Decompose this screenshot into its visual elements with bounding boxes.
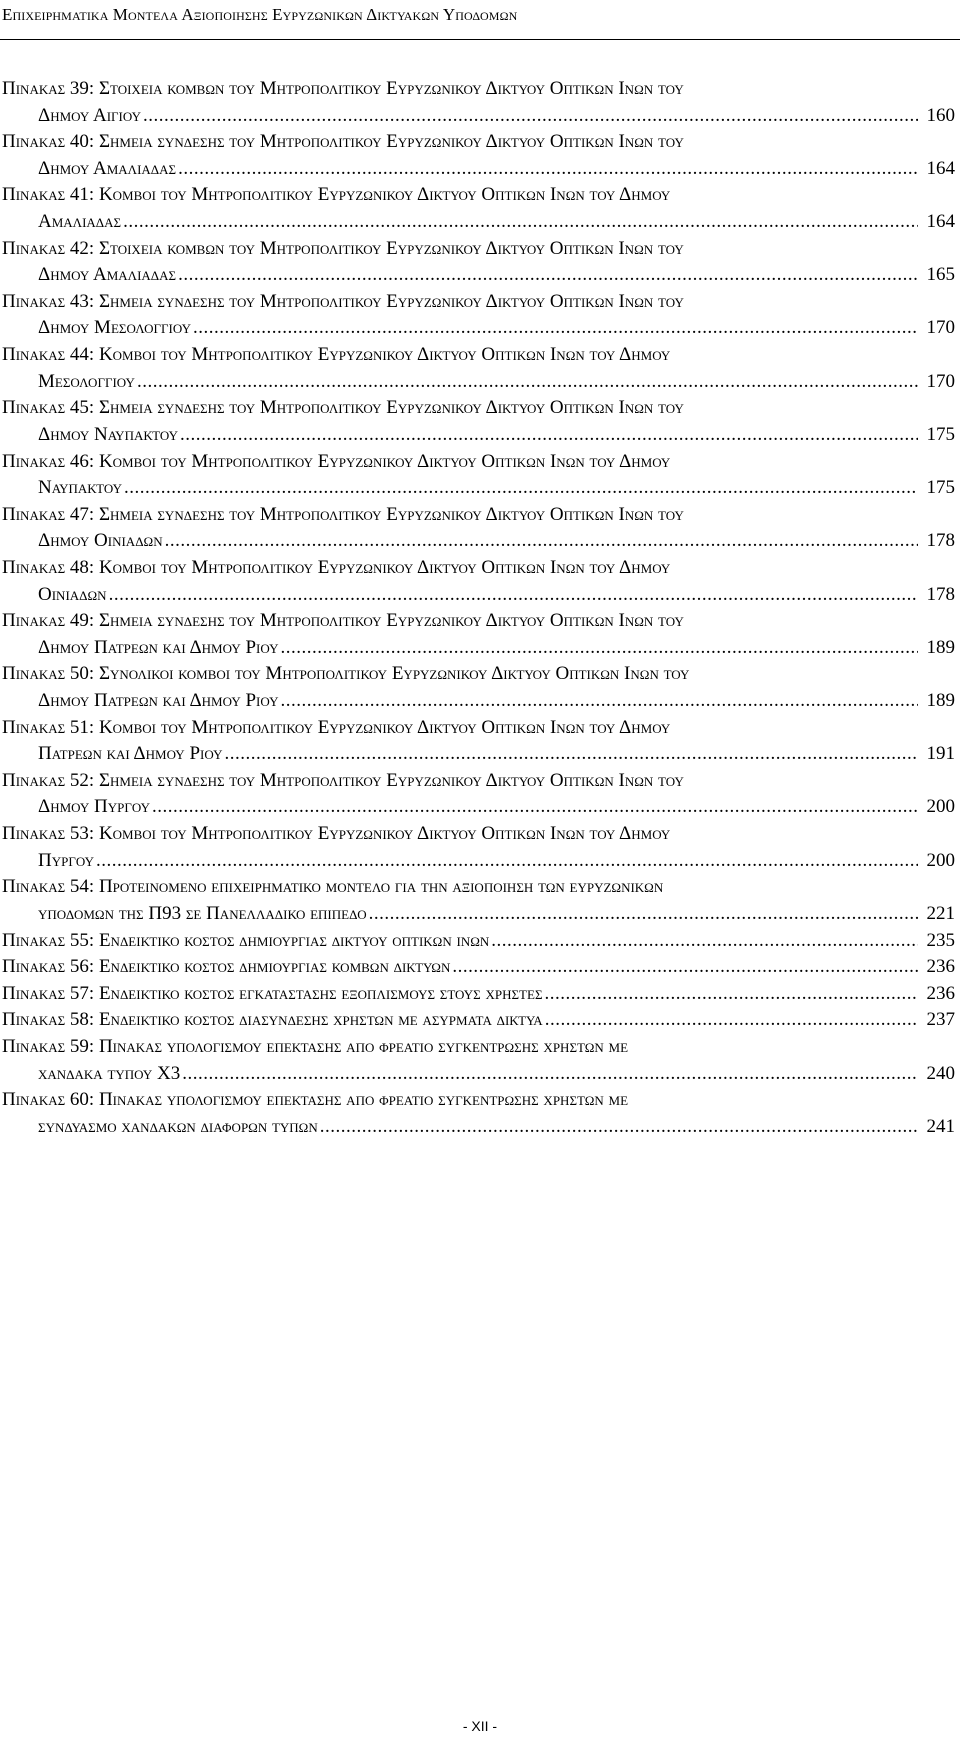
toc-entry-text: Πινακασ 50: Συνολικοι κομβοι του Μητροπολιτικου Ευρυζωνικου Δικτυου Οπτικων Ινων του xyxy=(2,663,690,685)
toc-entry-text: Πινακασ 53: Κομβοι του Μητροπολιτικου Ευρυζωνικου Δικτυου Οπτικων Ινων του Δημου xyxy=(2,823,671,845)
toc-entry-line xyxy=(0,715,955,742)
toc-entry[interactable] xyxy=(0,502,955,555)
toc-entry-text: υποδομων τησ Π93 σε Πανελλαδικο επιπεδο xyxy=(38,902,367,924)
toc-entry-continuation-line xyxy=(0,1061,955,1088)
toc-page-number: 237 xyxy=(926,1009,955,1031)
toc-entry-line xyxy=(0,1087,955,1114)
toc-entry-continuation-line xyxy=(0,848,955,875)
toc-entry-continuation-line xyxy=(0,369,955,396)
running-header xyxy=(0,0,960,40)
dot-leader xyxy=(320,1114,918,1141)
toc-entry-line xyxy=(0,289,955,316)
toc-entry-text: Πινακασ 42: Στοιχεια κομβων του Μητροπολιτικου Ευρυζωνικου Δικτυου Οπτικων Ινων του xyxy=(2,237,684,259)
toc-entry-continuation-line xyxy=(0,741,955,768)
toc-entry[interactable] xyxy=(0,981,955,1008)
toc-page-number: 221 xyxy=(926,902,955,924)
toc-entry-text: Οινιαδων xyxy=(38,583,107,605)
toc-entry-line xyxy=(0,76,955,103)
toc-entry-continuation-line xyxy=(0,582,955,609)
toc-entry-text: Πινακασ 60: Πινακασ υπολογισμου επεκτασησ απο φρεατιο συγκεντρωσησ χρηστων με xyxy=(2,1089,629,1111)
toc-entry-text: Πινακασ 55: Ενδεικτικο κοστοσ δημιουργιασ δικτυου οπτικων ινων xyxy=(2,929,490,951)
toc-entry[interactable] xyxy=(0,954,955,981)
toc-entry-line xyxy=(0,129,955,156)
toc-entry[interactable] xyxy=(0,821,955,874)
toc-entry-text: Δημου Πατρεων και Δημου Ριου xyxy=(38,636,279,658)
toc-entry-text: χανδακα τυπου Χ3 xyxy=(38,1062,181,1084)
toc-entry-text: Πινακασ 51: Κομβοι του Μητροπολιτικου Ευρυζωνικου Δικτυου Οπτικων Ινων του Δημου xyxy=(2,716,671,738)
toc-entry[interactable] xyxy=(0,182,955,235)
dot-leader xyxy=(124,475,918,502)
dot-leader xyxy=(152,794,918,821)
toc-entry-text: Πινακασ 41: Κομβοι του Μητροπολιτικου Ευρυζωνικου Δικτυου Οπτικων Ινων του Δημου xyxy=(2,184,671,206)
dot-leader xyxy=(178,262,918,289)
toc-entry-text: Πινακασ 44: Κομβοι του Μητροπολιτικου Ευρυζωνικου Δικτυου Οπτικων Ινων του Δημου xyxy=(2,344,671,366)
toc-entry-line xyxy=(0,449,955,476)
toc-entry-line xyxy=(0,236,955,263)
toc-page-number: 175 xyxy=(926,423,955,445)
toc-page-number: 240 xyxy=(926,1062,955,1084)
toc-page-number: 178 xyxy=(926,530,955,552)
dot-leader xyxy=(281,688,918,715)
toc-entry-continuation-line xyxy=(0,156,955,183)
dot-leader xyxy=(452,954,918,981)
toc-entry[interactable] xyxy=(0,449,955,502)
toc-page-number: 236 xyxy=(926,956,955,978)
toc-entry[interactable] xyxy=(0,874,955,927)
toc-entry-text: Δημου Αμαλιαδασ xyxy=(38,157,177,179)
toc-entry-line xyxy=(0,821,955,848)
toc-entry-text: Πινακασ 48: Κομβοι του Μητροπολιτικου Ευρυζωνικου Δικτυου Οπτικων Ινων του Δημου xyxy=(2,556,671,578)
toc-entry-text: Πινακασ 39: Στοιχεια κομβων του Μητροπολιτικου Ευρυζωνικου Δικτυου Οπτικων Ινων του xyxy=(2,78,684,99)
toc-page-number: 178 xyxy=(926,583,955,605)
toc-entry-continuation-line xyxy=(0,262,955,289)
dot-leader xyxy=(545,1007,918,1034)
dot-leader xyxy=(281,635,918,662)
toc-entry-text: Πινακασ 46: Κομβοι του Μητροπολιτικου Ευρυζωνικου Δικτυου Οπτικων Ινων του Δημου xyxy=(2,450,671,472)
toc-entry-line xyxy=(0,555,955,582)
toc-entry-text: Αμαλιαδασ xyxy=(38,211,122,233)
toc-page-number: 164 xyxy=(926,157,955,179)
toc-entry-text: Δημου Πυργου xyxy=(38,796,151,818)
toc-entry-text: Δημου Μεσολογγιου xyxy=(38,317,191,339)
toc-page-number: 164 xyxy=(926,211,955,233)
dot-leader xyxy=(180,422,918,449)
toc-entry-text: Πινακασ 47: Σημεια συνδεσησ του Μητροπολιτικου Ευρυζωνικου Δικτυου Οπτικων Ινων του xyxy=(2,503,684,525)
toc-entry[interactable] xyxy=(0,1087,955,1140)
dot-leader xyxy=(109,582,918,609)
toc-page-number: 189 xyxy=(926,690,955,712)
toc-entry-line xyxy=(0,395,955,422)
toc-entry-line xyxy=(0,182,955,209)
toc-entry-text: Πινακασ 52: Σημεια συνδεσησ του Μητροπολιτικου Ευρυζωνικου Δικτυου Οπτικων Ινων του xyxy=(2,769,684,791)
page-number-footer: - XII - xyxy=(462,1718,498,1734)
toc-page-number: 160 xyxy=(926,104,955,126)
toc-entry[interactable] xyxy=(0,342,955,395)
toc-page-number: 191 xyxy=(926,743,955,765)
toc-entry[interactable] xyxy=(0,395,955,448)
toc-entry-text: Πινακασ 58: Ενδεικτικο κοστοσ διασυνδεσησ χρηστων με ασυρματα δικτυα xyxy=(2,1009,543,1031)
dot-leader xyxy=(491,928,918,955)
toc-entry[interactable] xyxy=(0,289,955,342)
dot-leader xyxy=(137,369,918,396)
toc-entry-continuation-line xyxy=(0,315,955,342)
toc-entry-line xyxy=(0,661,955,688)
toc-page-number: 241 xyxy=(926,1115,955,1137)
toc-entry-text: Ναυπακτου xyxy=(38,477,122,499)
toc-entry[interactable] xyxy=(0,715,955,768)
toc-entry-text: Δημου Αιγιου xyxy=(38,104,142,126)
toc-entry-line xyxy=(0,928,955,955)
toc-page-number: 165 xyxy=(926,264,955,286)
toc-entry-line xyxy=(0,1007,955,1034)
toc-entry[interactable] xyxy=(0,608,955,661)
toc-entry-continuation-line xyxy=(0,528,955,555)
dot-leader xyxy=(178,156,918,183)
toc-page-number: 200 xyxy=(926,849,955,871)
toc-entry-continuation-line xyxy=(0,209,955,236)
toc-entry-line xyxy=(0,342,955,369)
toc-entry-text: Πινακασ 43: Σημεια συνδεσησ του Μητροπολιτικου Ευρυζωνικου Δικτυου Οπτικων Ινων του xyxy=(2,290,684,312)
toc-page-number: 200 xyxy=(926,796,955,818)
toc-entry-text: Πινακασ 40: Σημεια συνδεσησ του Μητροπολιτικου Ευρυζωνικου Δικτυου Οπτικων Ινων του xyxy=(2,131,684,153)
toc-page-number: 170 xyxy=(926,317,955,339)
dot-leader xyxy=(369,901,918,928)
toc-page-number: 189 xyxy=(926,636,955,658)
toc-page-number: 170 xyxy=(926,370,955,392)
toc-entry[interactable] xyxy=(0,236,955,289)
toc-entry[interactable] xyxy=(0,1007,955,1034)
toc-entry-line xyxy=(0,981,955,1008)
toc-entry-continuation-line xyxy=(0,688,955,715)
toc-entry-text: Δημου Αμαλιαδασ xyxy=(38,264,177,286)
toc-entry-continuation-line xyxy=(0,794,955,821)
toc-entry-line xyxy=(0,768,955,795)
toc-entry-text: Πινακασ 49: Σημεια συνδεσησ του Μητροπολιτικου Ευρυζωνικου Δικτυου Οπτικων Ινων του xyxy=(2,610,684,632)
toc-entry-text: Πινακασ 57: Ενδεικτικο κοστοσ εγκαταστασησ εξοπλισμουσ στουσ χρηστεσ xyxy=(2,982,543,1004)
toc-entry-continuation-line xyxy=(0,103,955,130)
toc-entry-line xyxy=(0,502,955,529)
toc-entry-text: Δημου Οινιαδων xyxy=(38,530,163,552)
dot-leader xyxy=(96,848,918,875)
toc-entry[interactable] xyxy=(0,129,955,182)
toc-entry-text: Πατρεων και Δημου Ριου xyxy=(38,743,223,765)
toc-entry-text: Πινακασ 56: Ενδεικτικο κοστοσ δημιουργιασ κομβων δικτυων xyxy=(2,956,451,978)
toc-entry-line xyxy=(0,874,955,901)
toc-entry-continuation-line xyxy=(0,422,955,449)
dot-leader xyxy=(193,315,918,342)
toc-entry-continuation-line xyxy=(0,1114,955,1141)
toc-entry-text: Δημου Πατρεων και Δημου Ριου xyxy=(38,690,279,712)
toc-entry-text: Πινακασ 54: Προτεινομενο επιχειρηματικο μοντελο για την αξιοποιηση των ευρυζωνικων xyxy=(2,876,664,898)
toc-page-number: 236 xyxy=(926,982,955,1004)
toc-entry-text: Πινακασ 45: Σημεια συνδεσησ του Μητροπολιτικου Ευρυζωνικου Δικτυου Οπτικων Ινων του xyxy=(2,397,684,419)
dot-leader xyxy=(123,209,918,236)
toc-entry-continuation-line xyxy=(0,475,955,502)
dot-leader xyxy=(545,981,918,1008)
toc-entry-continuation-line xyxy=(0,635,955,662)
toc-entry[interactable] xyxy=(0,555,955,608)
dot-leader xyxy=(224,741,918,768)
toc-entry-text: Δημου Ναυπακτου xyxy=(38,423,178,445)
dot-leader xyxy=(143,103,918,130)
toc-entry-text: Μεσολογγιου xyxy=(38,370,135,392)
toc-entry[interactable] xyxy=(0,768,955,821)
toc-entry[interactable] xyxy=(0,928,955,955)
toc-entry[interactable] xyxy=(0,661,955,714)
toc-entry[interactable] xyxy=(0,1034,955,1087)
toc-entry-text: συνδυασμο χανδακων διαφορων τυπων xyxy=(38,1115,318,1137)
toc-entry-line xyxy=(0,954,955,981)
toc-page-number: 175 xyxy=(926,477,955,499)
dot-leader xyxy=(182,1061,918,1088)
dot-leader xyxy=(165,528,918,555)
running-header-title: Επιχειρηματικα Μοντελα Αξιοποιησης Ευρυζωνικων Δικτυακων Υποδομων xyxy=(2,5,518,24)
toc-entry-text: Πυργου xyxy=(38,849,94,871)
toc-entry-line xyxy=(0,1034,955,1061)
toc-page-number: 235 xyxy=(926,929,955,951)
toc-entry[interactable] xyxy=(0,76,955,129)
toc-entry-text: Πινακασ 59: Πινακασ υπολογισμου επεκτασησ απο φρεατιο συγκεντρωσησ χρηστων με xyxy=(2,1035,629,1057)
table-of-contents-list xyxy=(0,76,955,1140)
toc-entry-continuation-line xyxy=(0,901,955,928)
toc-entry-line xyxy=(0,608,955,635)
